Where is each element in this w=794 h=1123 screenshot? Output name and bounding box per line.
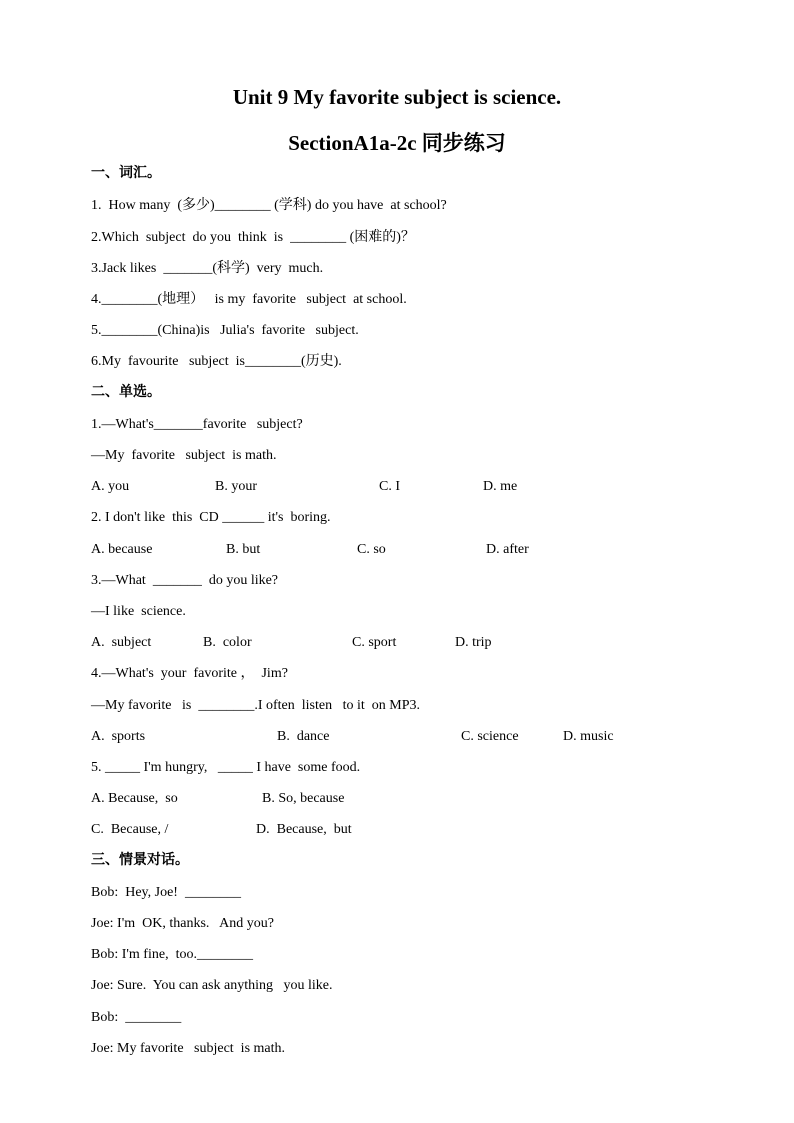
option-b: B. dance (277, 729, 330, 744)
option-a: A. you (91, 479, 130, 494)
dialogue-line: Joe: My favorite subject is math. (91, 1041, 286, 1056)
option-a: A. because (91, 542, 153, 557)
vocab-item: 6.My favourite subject is________(历史). (91, 354, 342, 369)
question-line: 2. I don't like this CD ______ it's boring. (91, 510, 331, 525)
dialogue-line: Joe: Sure. You can ask anything you like. (91, 978, 333, 993)
question-line: —I like science. (91, 604, 186, 619)
question-line: 5. _____ I'm hungry, _____ I have some food. (91, 760, 361, 775)
dialogue-line: Joe: I'm OK, thanks. And you? (91, 916, 274, 931)
dialogue-line: Bob: ________ (91, 1010, 182, 1025)
option-d: D. Because, but (256, 822, 352, 837)
section-heading-vocab: 一、词汇。 (91, 166, 161, 181)
section-heading-choice: 二、单选。 (91, 385, 161, 400)
option-a: A. Because, so (91, 791, 178, 806)
question-line: 1.—What's_______favorite subject? (91, 417, 303, 432)
option-c: C. sport (352, 635, 397, 650)
vocab-item: 4.________(地理） is my favorite subject at school. (91, 292, 407, 307)
dialogue-line: Bob: Hey, Joe! ________ (91, 885, 241, 900)
vocab-item: 3.Jack likes _______(科学) very much. (91, 261, 324, 276)
option-c: C. Because, / (91, 822, 169, 837)
option-c: C. I (379, 479, 400, 494)
question-line: —My favorite subject is math. (91, 448, 277, 463)
vocab-item: 5.________(China)is Julia's favorite subject. (91, 323, 359, 338)
option-b: B. your (215, 479, 257, 494)
vocab-item: 1. How many (多少)________ (学科) do you have at school? (91, 198, 447, 213)
option-d: D. after (486, 542, 529, 557)
option-b: B. So, because (262, 791, 345, 806)
option-a: A. sports (91, 729, 146, 744)
page-subtitle: SectionA1a-2c 同步练习 (288, 131, 506, 155)
question-line: 3.—What _______ do you like? (91, 573, 279, 588)
option-b: B. but (226, 542, 261, 557)
option-d: D. music (563, 729, 614, 744)
option-d: D. me (483, 479, 518, 494)
option-b: B. color (203, 635, 252, 650)
option-c: C. so (357, 542, 386, 557)
option-c: C. science (461, 729, 519, 744)
section-heading-dialogue: 三、情景对话。 (91, 853, 189, 868)
question-line: —My favorite is ________.I often listen to it on MP3. (91, 698, 420, 713)
option-d: D. trip (455, 635, 492, 650)
option-a: A. subject (91, 635, 152, 650)
page-title: Unit 9 My favorite subject is science. (232, 85, 562, 109)
dialogue-line: Bob: I'm fine, too.________ (91, 947, 253, 962)
question-line: 4.—What's your favorite ， Jim? (91, 666, 288, 681)
vocab-item: 2.Which subject do you think is ________ (困难的)？ (91, 230, 415, 245)
